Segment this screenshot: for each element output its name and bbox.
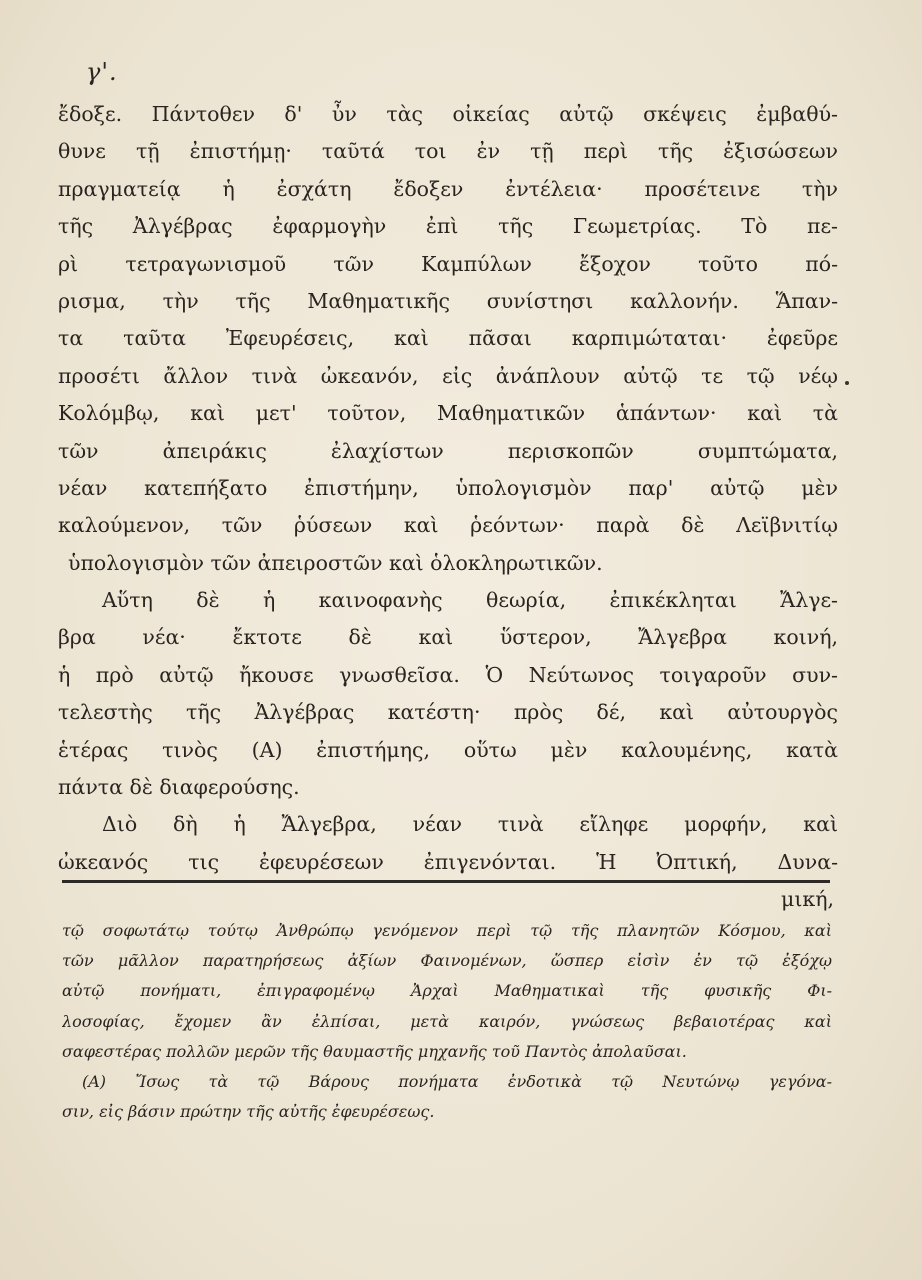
text-line: πραγματείᾳ ἡ ἐσχάτη ἔδοξεν ἐντέλεια· προσέτεινε τὴν xyxy=(58,176,838,201)
text-line: τῆς Ἀλγέβρας ἐφαρμογὴν ἐπὶ τῆς Γεωμετρίας. Τὸ πε- xyxy=(58,214,838,239)
text-line: ρισμα, τὴν τῆς Μαθηματικῆς συνίστησι καλλονήν. Ἅπαν- xyxy=(58,288,838,313)
text-line: ἡ πρὸ αὐτῷ ἤκουσε γνωσθεῖσα. Ὁ Νεύτωνος τοιγαροῦν συν- xyxy=(58,662,838,687)
footnote-line: σαφεστέρας πολλῶν μερῶν τῆς θαυμαστῆς μηχανῆς τοῦ Παντὸς ἀπολαῦσαι. xyxy=(62,1041,687,1061)
footnote-line: λοσοφίας, ἔχομεν ἂν ἐλπίσαι, μετὰ καιρόν, γνώσεως βεβαιοτέρας καὶ xyxy=(62,1011,832,1031)
text-line: τῶν ἀπειράκις ἐλαχίστων περισκοπῶν συμπτώματα, xyxy=(58,438,838,463)
page-number: γ'. xyxy=(86,58,118,86)
text-line: προσέτι ἄλλον τινὰ ὠκεανόν, εἰς ἀνάπλουν αὐτῷ τε τῷ νέῳ xyxy=(58,363,838,388)
margin-dot-mark xyxy=(845,381,849,385)
text-line: Διὸ δὴ ἡ Ἄλγεβρα, νέαν τινὰ εἴληφε μορφήν, καὶ xyxy=(102,812,838,837)
footnote-line: αὐτῷ πονήματι, ἐπιγραφομένῳ Ἀρχαὶ Μαθηματικαὶ τῆς φυσικῆς Φι- xyxy=(62,981,832,1001)
footnote-rule xyxy=(62,880,830,883)
main-text-block xyxy=(58,96,838,919)
footnotes-block xyxy=(62,916,832,1127)
text-line: καλούμενον, τῶν ῥύσεων καὶ ῥεόντων· παρὰ δὲ Λεϊβνιτίῳ xyxy=(58,513,838,538)
text-line: νέαν κατεπήξατο ἐπιστήμην, ὑπολογισμὸν παρ' αὐτῷ μὲν xyxy=(58,475,838,500)
footnote-line: τῷ σοφωτάτῳ τούτῳ Ἀνθρώπῳ γενόμενον περὶ τῷ τῆς πλανητῶν Κόσμου, καὶ xyxy=(62,921,832,940)
text-line: βρα νέα· ἔκτοτε δὲ καὶ ὕστερον, Ἄλγεβρα κοινή, xyxy=(58,625,838,650)
text-line: ὑπολογισμὸν τῶν ἀπειροστῶν καὶ ὁλοκληρωτικῶν. xyxy=(68,550,603,575)
text-line: τελεστὴς τῆς Ἀλγέβρας κατέστη· πρὸς δέ, καὶ αὐτουργὸς xyxy=(58,700,838,725)
text-line: ἔδοξε. Πάντοθεν δ' ὖν τὰς οἰκείας αὐτῷ σκέψεις ἐμβαθύ- xyxy=(58,102,838,126)
text-line: ρὶ τετραγωνισμοῦ τῶν Καμπύλων ἔξοχον τοῦτο πό- xyxy=(58,251,838,276)
text-line: τα ταῦτα Ἐφευρέσεις, καὶ πᾶσαι καρπιμώταται· ἐφεῦρε xyxy=(58,326,838,351)
text-line: ἑτέρας τινὸς (Α) ἐπιστήμης, οὕτω μὲν καλουμένης, κατὰ xyxy=(58,737,838,762)
catchword: μική, xyxy=(781,887,834,912)
footnote-line: τῶν μᾶλλον παρατηρήσεως ἀξίων Φαινομένων, ὥσπερ εἰσὶν ἐν τῷ ἐξόχῳ xyxy=(62,951,832,971)
text-line: Κολόμβῳ, καὶ μετ' τοῦτον, Μαθηματικῶν ἁπάντων· καὶ τὰ xyxy=(58,401,838,426)
text-line: ὠκεανός τις ἐφευρέσεων ἐπιγενόνται. Ἡ Ὀπτική, Δυνα- xyxy=(58,849,838,874)
text-line: πάντα δὲ διαφερούσης. xyxy=(58,775,300,800)
footnote-line: (Α) Ἴσως τὰ τῷ Βάρους πονήματα ἐνδοτικὰ τῷ Νευτώνῳ γεγόνα- xyxy=(82,1071,832,1091)
text-line: θυνε τῇ ἐπιστήμῃ· ταῦτά τοι ἐν τῇ περὶ τῆς ἐξισώσεων xyxy=(58,139,838,164)
text-line: Αὕτη δὲ ἡ καινοφανὴς θεωρία, ἐπικέκληται Ἄλγε- xyxy=(102,588,838,613)
footnote-line: σιν, εἰς βάσιν πρώτην τῆς αὐτῆς ἐφευρέσεως. xyxy=(62,1102,435,1122)
